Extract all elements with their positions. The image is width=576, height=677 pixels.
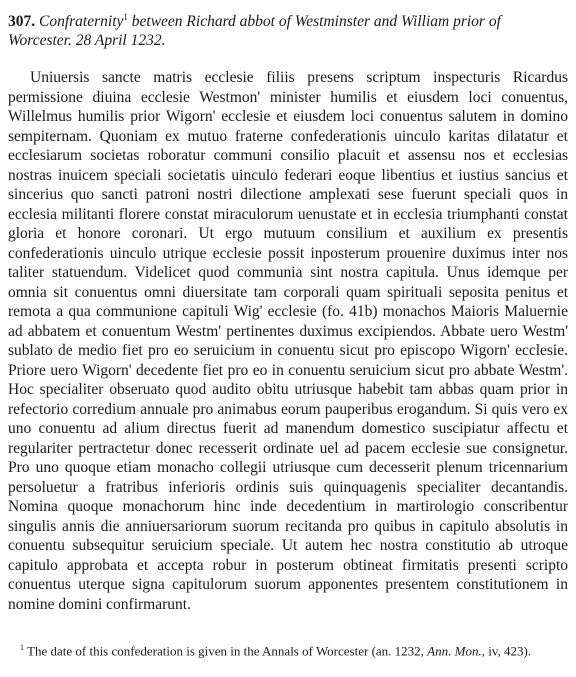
footnote-reference[interactable]: 1 — [123, 12, 128, 22]
footnote — [8, 640, 568, 660]
charter-text: Uniuersis sancte matris ecclesie filiis presens scriptum inspecturis Ricardus permissione diuina ecclesie Westmon' minister humilis et eiusdem loci conuentus, Willelmus humilis prior Wigorn' ecclesie et eiusdem loci conuentus salutem in domino sempiternam. Quoniam ex mutuo fraterne confederationis uinculo karitas dilatatur et ecclesiarum societas roboratur communi consilio placuit et assensu nos et ecclesias nostras inuicem speciali societatis uinculo federari eoque libentius et iustius sancius et sincerius quo sancti patroni nostri dilectione amplexati sese fuerunt speciali quos in ecclesia militanti florere constat miraculorum uenustate et in ecclesia triumphanti constat gloria et honore coronari. Ut ergo mutuum consilium et auxilium ex presentis confederationis uinculo utrique ecclesie possit inposterum prouenire duximus inter nos taliter statuendum. Videlicet quod communia sint nostra capitula. Unus idemque per omnia sit conuentus omni diuersitate tam corporali quam spirituali seposita penitus et remota a qua communione capituli Wig' ecclesie (fo. 41b) monachos Maioris Maluernie ad abbatem et conuentum Westm' pertinentes duximus excipiendos. Abbate uero Westm' sublato de medio fiet pro eo seruicium in conuentu sicut pro episcopo Wigorn' ecclesie. Priore uero Wigorn' decedente fiet pro eo in conuentu seruicium sicut pro abbate Westm'. Hoc specialiter obseruato quod audito obitu utriusque habebit tam abbas quam prior in refectorio corredium annuale pro animabus eorum pauperibus erogandum. Si quis vero ex uno conuentu ad alium directus fuerit ad manendum domestico suscipiatur affectu et regulariter pertractetur donec recesserit ordinate uel ad pacem ecclesie sue consignetur. Pro uno quoque etiam monacho collegii utriusque cum decesserit plenum tricennarium persoluetur a fratribus inferioris ordinis suis quinquagenis specialiter decantandis. Nomina quoque monachorum hinc inde decedentium in martirologio conscribentur singulis annis die anniuersariorum suorum recitanda pro quibus in capitulo absolutis in conuentu subsequitur seruicium speciale. Ut autem hec nostra constitutio ab utroque capitulo approbata et accepta robur in posterum obtineat firmitatis presenti scripto conuentus uterque signa capitulorum suorum apponentes presentem constitutionem in nomine domini confirmarunt. — [8, 69, 568, 613]
document-heading — [8, 8, 568, 50]
footnote-text-part-2: , iv, 423). — [481, 643, 532, 659]
footnote-source: Ann. Mon. — [427, 643, 482, 659]
title-part-1: Confraternity — [39, 13, 124, 31]
document-number: 307. — [8, 13, 36, 31]
document-date: 28 April 1232. — [75, 32, 166, 50]
footnote-marker: 1 — [20, 643, 24, 652]
title-part-2: between Richard abbot of Westminster and William prior of Worcester. — [8, 13, 501, 50]
footnote-text-part-1: The date of this confederation is given in the Annals of Worcester (an. 1232, — [27, 643, 424, 659]
